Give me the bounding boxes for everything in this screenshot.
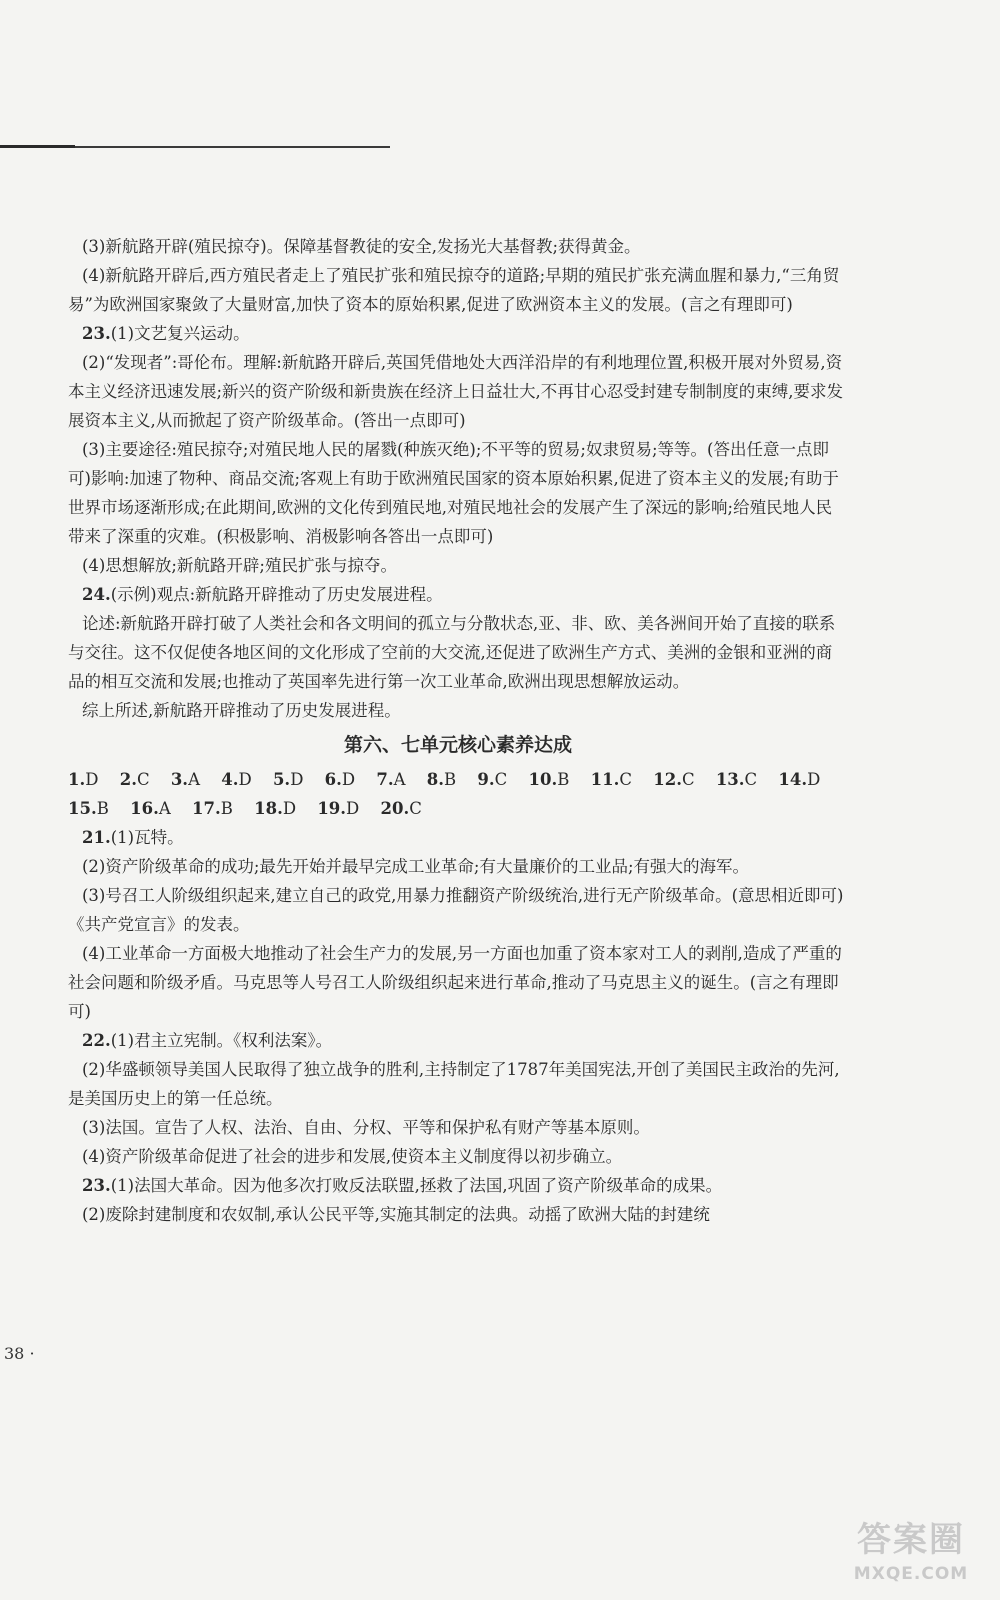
choice-number: 4. — [221, 770, 239, 789]
choice-letter: C — [744, 770, 758, 789]
choice-answer — [130, 799, 171, 818]
choice-number: 19. — [317, 799, 347, 818]
answer-section-2 — [68, 823, 848, 1229]
answer-paragraph — [68, 232, 848, 261]
choice-number: 3. — [170, 770, 189, 789]
choice-letter: D — [341, 770, 356, 789]
choice-answer — [591, 770, 632, 789]
choice-number: 10. — [528, 770, 558, 789]
choice-number: 11. — [590, 770, 620, 789]
choice-answer — [171, 770, 200, 789]
answer-paragraph — [68, 1055, 848, 1113]
choice-number: 2. — [119, 770, 137, 789]
choice-number: 9. — [477, 770, 495, 789]
answer-text: (1)法国大革命。因为他多次打败反法联盟,拯救了法国,巩固了资产阶级革命的成果。 — [110, 1176, 723, 1195]
choice-number: 16. — [130, 799, 159, 818]
choice-letter: D — [85, 770, 99, 789]
answer-paragraph — [68, 435, 848, 551]
choice-letter: D — [282, 799, 297, 818]
answer-text: (2)资产阶级革命的成功;最先开始并最早完成工业革命;有大量廉价的工业品;有强大的海军。 — [82, 857, 750, 876]
answer-paragraph — [68, 1171, 848, 1200]
answer-text: (3)法国。宣告了人权、法治、自由、分权、平等和保护私有财产等基本原则。 — [82, 1118, 650, 1137]
answer-paragraph — [68, 881, 848, 939]
choice-answer — [68, 770, 98, 789]
choice-letter: D — [807, 770, 821, 789]
choice-number: 5. — [272, 770, 291, 789]
choice-number: 14. — [778, 770, 808, 789]
answer-text: (3)主要途径:殖民掠夺;对殖民地人民的屠戮(种族灭绝);不平等的贸易;奴隶贸易;等等。(答出任意一点即可)影响:加速了物种、商品交流;客观上有助于欧洲殖民国家的资本原始积累,促进了资本主义的发展;有助于世界市场逐渐形成;在此期间,欧洲的文化传到殖民地,对殖民地社会的发展产生了深远的影响;给殖民地人民带来了深重的灾难。(积极影响、消极影响各答出一点即可) — [68, 440, 839, 546]
header-rule — [0, 146, 390, 148]
answer-paragraph — [68, 1200, 848, 1229]
choice-letter: B — [220, 799, 233, 818]
answer-text: (4)思想解放;新航路开辟;殖民扩张与掠夺。 — [82, 556, 397, 575]
choice-answer — [778, 770, 820, 789]
answer-paragraph — [68, 696, 848, 725]
question-number: 23. — [82, 324, 111, 343]
answer-text: (1)君主立宪制。《权利法案》。 — [110, 1031, 333, 1050]
answer-paragraph — [68, 1142, 848, 1171]
choice-number: 8. — [426, 770, 445, 789]
answer-text: 论述:新航路开辟打破了人类社会和各文明间的孤立与分散状态,亚、非、欧、美各洲间开始了直接的联系与交往。这不仅促使各地区间的文化形成了空前的大交流,还促进了欧洲生产方式、美洲的金银和亚洲的商品的相互交流和发展;也推动了英国率先进行第一次工业革命,欧洲出现思想解放运动。 — [68, 614, 836, 691]
question-number: 23. — [82, 1176, 111, 1195]
answer-text: (1)文艺复兴运动。 — [110, 324, 250, 343]
answer-paragraph — [68, 609, 848, 696]
watermark-logo — [836, 1518, 986, 1596]
choice-number: 6. — [324, 770, 342, 789]
choice-answers — [68, 765, 848, 823]
answer-paragraph — [68, 823, 848, 852]
choice-letter: B — [96, 799, 109, 818]
answer-paragraph — [68, 939, 848, 1026]
answer-text: (4)资产阶级革命促进了社会的进步和发展,使资本主义制度得以初步确立。 — [82, 1147, 623, 1166]
answer-paragraph — [68, 319, 848, 348]
choice-answer — [376, 770, 405, 789]
choice-number: 20. — [380, 799, 410, 818]
choice-number: 1. — [68, 770, 86, 789]
choice-answer — [254, 799, 296, 818]
choice-answer — [427, 770, 456, 789]
answer-paragraph — [68, 348, 848, 435]
choice-number: 15. — [68, 799, 97, 818]
choice-answer — [192, 799, 233, 818]
choice-number: 7. — [376, 770, 394, 789]
question-number: 24. — [82, 585, 111, 604]
answer-text: (1)瓦特。 — [110, 828, 184, 847]
choice-letter: B — [557, 770, 570, 789]
choice-letter: A — [393, 770, 406, 789]
answer-text: (3)新航路开辟(殖民掠夺)。保障基督教徒的安全,发扬光大基督教;获得黄金。 — [82, 237, 641, 256]
choice-letter: D — [238, 770, 252, 789]
answer-section-1 — [68, 232, 848, 725]
question-number: 21. — [82, 828, 111, 847]
answer-text: (2)“发现者”:哥伦布。理解:新航路开辟后,英国凭借地处大西洋沿岸的有利地理位置,积极开展对外贸易,资本主义经济迅速发展;新兴的资产阶级和新贵族在经济上日益壮大,不再甘心忍受封建专制制度的束缚,要求发展资本主义,从而掀起了资产阶级革命。(答出一点即可) — [68, 353, 844, 430]
section-title: 第六、七单元核心素养达成 — [343, 734, 572, 756]
page-number: 38 · — [4, 1344, 35, 1363]
choice-letter: C — [494, 770, 508, 789]
question-number: 22. — [82, 1031, 111, 1050]
answer-text: (4)工业革命一方面极大地推动了社会生产力的发展,另一方面也加重了资本家对工人的剥削,造成了严重的社会问题和阶级矛盾。马克思等人号召工人阶级组织起来进行革命,推动了马克思主义的诞生。(言之有理即可) — [68, 944, 842, 1021]
choice-letter: B — [444, 770, 457, 789]
answer-text: (3)号召工人阶级组织起来,建立自己的政党,用暴力推翻资产阶级统治,进行无产阶级革命。(意思相近即可)《共产党宣言》的发表。 — [68, 886, 844, 934]
answer-paragraph — [68, 1026, 848, 1055]
answer-text: (2)华盛顿领导美国人民取得了独立战争的胜利,主持制定了1787年美国宪法,开创了美国民主政治的先河,是美国历史上的第一任总统。 — [68, 1060, 840, 1108]
choice-answer — [529, 770, 570, 789]
answer-paragraph — [68, 261, 848, 319]
page-content — [68, 232, 848, 1229]
choice-number: 13. — [715, 770, 745, 789]
choice-answer — [317, 799, 359, 818]
answer-text: (2)废除封建制度和农奴制,承认公民平等,实施其制定的法典。动摇了欧洲大陆的封建统 — [82, 1205, 710, 1224]
choice-letter: C — [619, 770, 632, 789]
choice-number: 17. — [192, 799, 221, 818]
choice-answer — [68, 799, 109, 818]
answer-text: (4)新航路开辟后,西方殖民者走上了殖民扩张和殖民掠夺的道路;早期的殖民扩张充满血腥和暴力,“三角贸易”为欧洲国家聚敛了大量财富,加快了资本的原始积累,促进了欧洲资本主义的发展。(言之有理即可) — [68, 266, 840, 314]
watermark-site-text: MXQE.COM — [853, 1564, 969, 1584]
choice-letter: C — [136, 770, 150, 789]
watermark-logo-text: 答案圈 — [857, 1520, 965, 1560]
choice-number: 12. — [653, 770, 682, 789]
answer-paragraph — [68, 852, 848, 881]
choice-answer — [716, 770, 757, 789]
choice-answer — [477, 770, 507, 789]
choice-letter: D — [290, 770, 304, 789]
answer-paragraph — [68, 1113, 848, 1142]
choice-answer — [120, 770, 150, 789]
choice-letter: C — [681, 770, 695, 789]
choice-letter: A — [158, 799, 171, 818]
choice-letter: D — [346, 799, 360, 818]
choice-answer — [653, 770, 694, 789]
choice-letter: A — [188, 770, 200, 789]
choice-answer — [273, 770, 303, 789]
choice-answer — [381, 799, 422, 818]
answer-paragraph — [68, 551, 848, 580]
choice-letter: C — [409, 799, 422, 818]
answer-paragraph — [68, 580, 848, 609]
choice-answer — [325, 770, 355, 789]
answer-text: (示例)观点:新航路开辟推动了历史发展进程。 — [110, 585, 443, 604]
choice-answer — [221, 770, 251, 789]
choice-number: 18. — [254, 799, 283, 818]
answer-text: 综上所述,新航路开辟推动了历史发展进程。 — [82, 701, 401, 720]
